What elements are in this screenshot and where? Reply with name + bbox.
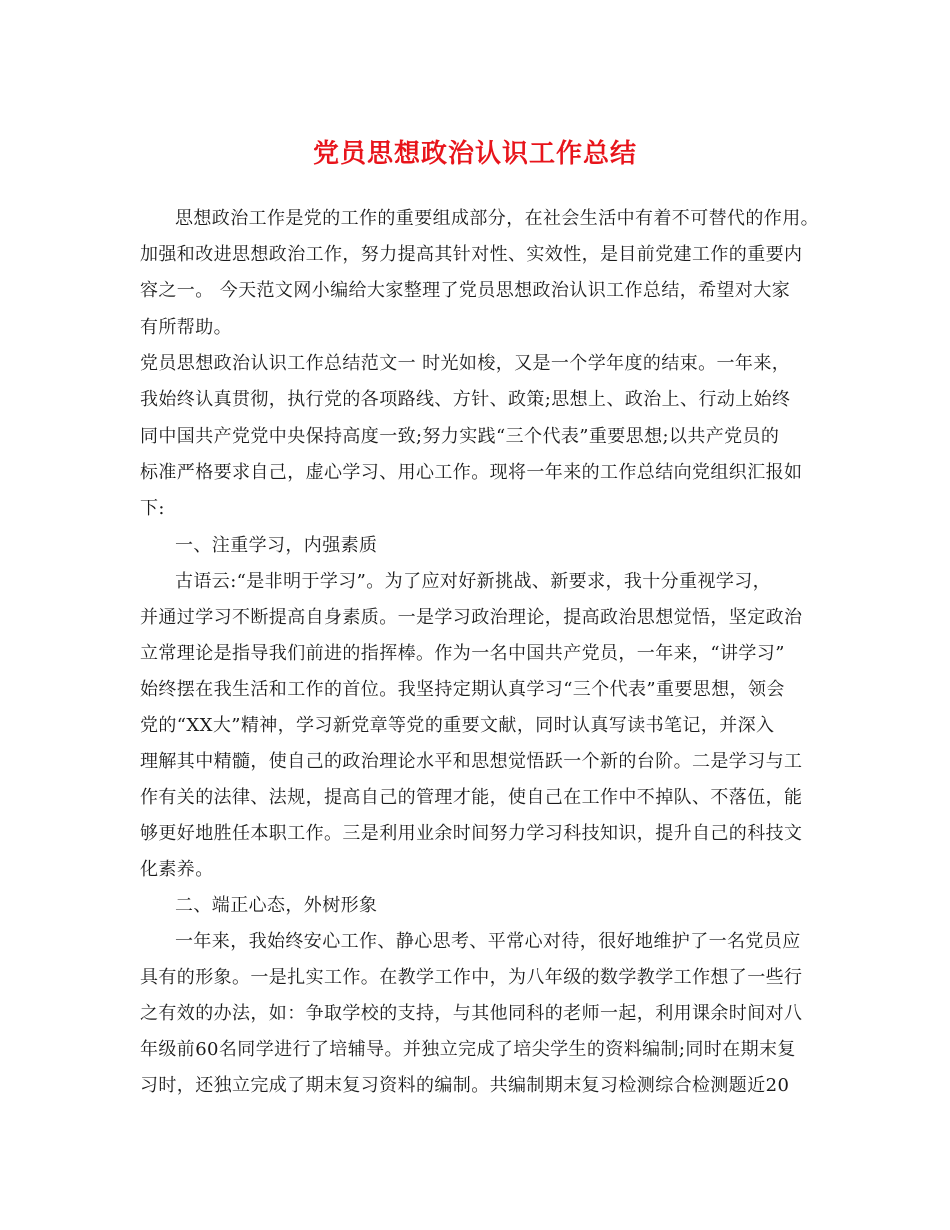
text-line: 理解其中精髓，使自己的政治理论水平和思想觉悟跃一个新的台阶。二是学习与工 (140, 751, 803, 772)
text-line: 年级前60名同学进行了培辅导。并独立完成了培尖学生的资料编制;同时在期末复 (140, 1039, 796, 1060)
text-line: 标准严格要求自己，虚心学习、用心工作。现将一年来的工作总结向党组织汇报如 (140, 462, 803, 483)
text-line: 始终摆在我生活和工作的首位。我坚持定期认真学习“三个代表”重要思想，领会 (140, 679, 785, 700)
text-line: 化素养。 (140, 859, 214, 880)
text-line: 容之一。 今天范文网小编给大家整理了党员思想政治认识工作总结，希望对大家 (140, 280, 791, 301)
text-line: 作有关的法律、法规，提高自己的管理才能，使自己在工作中不掉队、不落伍，能 (140, 787, 803, 808)
text-line: 古语云:“是非明于学习”。为了应对好新挑战、新要求，我十分重视学习， (175, 571, 772, 592)
text-line: 党员思想政治认识工作总结范文一 时光如梭，又是一个学年度的结束。一年来， (140, 353, 791, 374)
text-line: 并通过学习不断提高自身素质。一是学习政治理论，提高政治思想觉悟，坚定政治 (140, 607, 803, 628)
text-line: 立常理论是指导我们前进的指挥棒。作为一名中国共产党员，一年来，“讲学习” (140, 643, 785, 664)
text-line: 有所帮助。 (140, 317, 232, 338)
text-line: 一年来，我始终安心工作、静心思考、平常心对待，很好地维护了一名党员应 (175, 931, 801, 952)
section-heading: 一、注重学习，内强素质 (175, 535, 378, 556)
text-line: 具有的形象。一是扎实工作。在教学工作中，为八年级的数学教学工作想了一些行 (140, 967, 803, 988)
section-heading: 二、端正心态，外树形象 (175, 895, 378, 916)
text-line: 党的“XX大”精神，学习新党章等党的重要文献，同时认真写读书笔记，并深入 (140, 715, 775, 736)
text-line: 加强和改进思想政治工作，努力提高其针对性、实效性，是目前党建工作的重要内 (140, 244, 803, 265)
text-line: 够更好地胜任本职工作。三是利用业余时间努力学习科技知识，提升自己的科技文 (140, 823, 803, 844)
document-title: 党员思想政治认识工作总结 (312, 139, 637, 169)
text-line: 思想政治工作是党的工作的重要组成部分，在社会生活中有着不可替代的作用。 (175, 208, 819, 229)
text-line: 下: (140, 498, 165, 519)
text-line: 习时，还独立完成了期末复习资料的编制。共编制期末复习检测综合检测题近20 (140, 1075, 790, 1096)
text-line: 我始终认真贯彻，执行党的各项路线、方针、政策;思想上、政治上、行动上始终 (140, 389, 791, 410)
text-line: 同中国共产党党中央保持高度一致;努力实践“三个代表”重要思想;以共产党员的 (140, 426, 780, 447)
text-line: 之有效的办法，如：争取学校的支持，与其他同科的老师一起，利用课余时间对八 (140, 1003, 803, 1024)
